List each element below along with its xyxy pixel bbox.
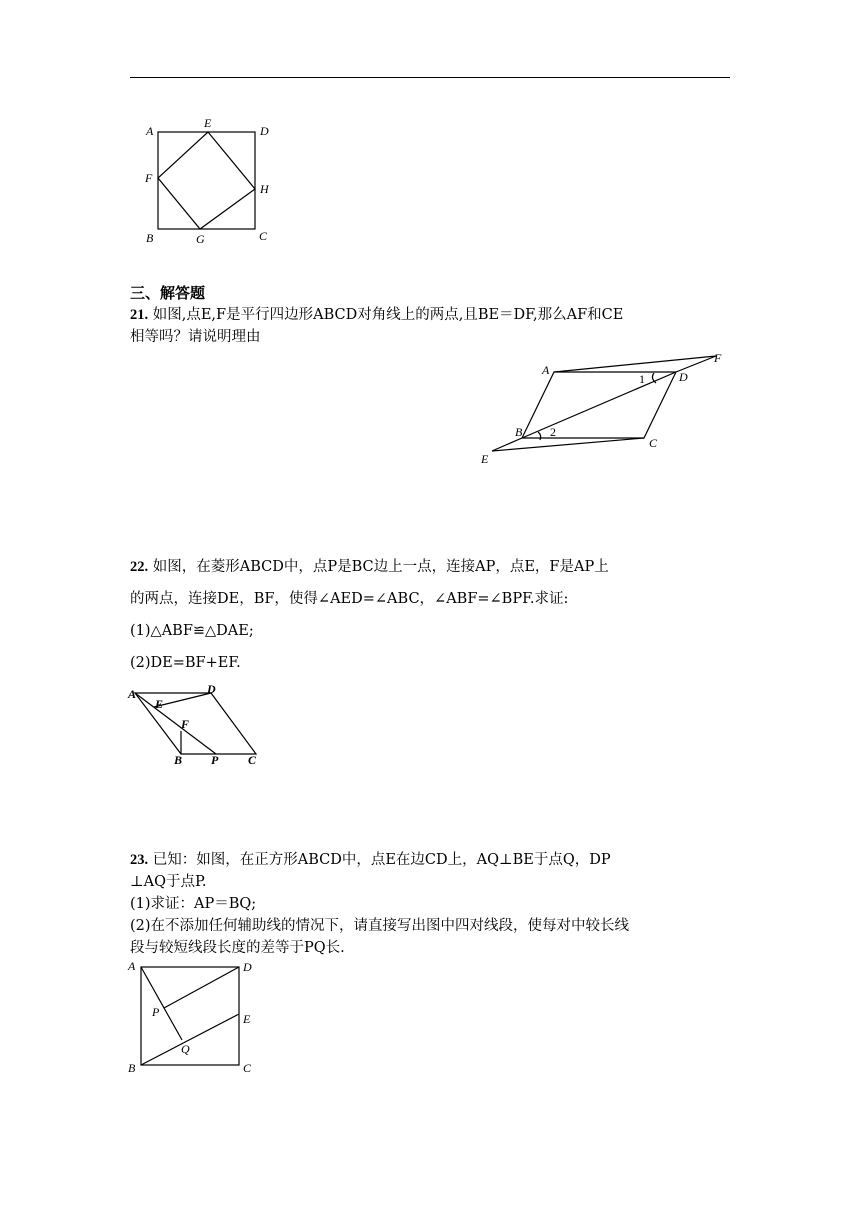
label-d: D	[679, 370, 688, 384]
label-b: B	[174, 753, 183, 767]
label-p: P	[152, 1005, 160, 1019]
label-b: B	[515, 425, 523, 439]
label-h: H	[260, 182, 269, 196]
question-text-line: 已知：如图，在正方形ABCD中，点E在边CD上，AQ⊥BE于点Q，DP	[152, 852, 611, 868]
label-d: D	[243, 960, 252, 974]
label-q: Q	[181, 1042, 190, 1056]
label-e: E	[481, 452, 489, 466]
question-number: 21.	[130, 307, 149, 323]
label-b: B	[128, 1061, 136, 1075]
label-b: B	[146, 231, 154, 245]
question-text-line: 如图，在菱形ABCD中，点P是BC边上一点，连接AP，点E，F是AP上	[152, 559, 609, 575]
question-text-line: 相等吗？请说明理由	[130, 329, 261, 345]
section-title: 三、解答题	[130, 284, 206, 302]
question-22	[130, 551, 732, 679]
question-text-line: ⊥AQ于点P.	[130, 874, 207, 890]
label-d: D	[260, 124, 269, 138]
question-number: 23.	[130, 852, 149, 868]
square-efgh-figure	[138, 112, 278, 252]
label-c: C	[248, 753, 257, 767]
question-text-line: (2)在不添加任何辅助线的情况下，请直接写出图中四对线段，使每对中较长线	[130, 918, 630, 934]
question-text-line: (1)求证：AP＝BQ;	[130, 896, 257, 912]
label-c: C	[649, 436, 658, 450]
label-f: F	[181, 717, 190, 731]
label-d: D	[207, 682, 216, 696]
label-e: E	[243, 1012, 251, 1026]
header-rule	[130, 77, 730, 78]
question-text-line: 如图,点E,F是平行四边形ABCD对角线上的两点,且BE＝DF,那么AF和CE	[152, 307, 624, 323]
label-f: F	[714, 351, 722, 365]
label-angle-2: 2	[550, 425, 556, 439]
question-text-line: 的两点，连接DE，BF，使得∠AED=∠ABC，∠ABF=∠BPF.求证:	[130, 591, 569, 607]
label-p: P	[211, 753, 219, 767]
label-a: A	[146, 124, 154, 138]
label-g: G	[196, 232, 205, 246]
question-number: 22.	[130, 559, 149, 575]
label-c: C	[259, 229, 268, 243]
question-text-line: 段与较短线段长度的差等于PQ长.	[130, 940, 345, 956]
parallelogram-figure-21	[478, 350, 730, 470]
square-figure-23	[124, 956, 264, 1078]
question-text-line: (1)△ABF≌△DAE;	[130, 623, 254, 639]
question-23	[130, 849, 732, 959]
label-e: E	[204, 116, 212, 130]
question-21	[130, 304, 732, 348]
question-text-line: (2)DE=BF+EF.	[130, 655, 241, 671]
label-f: F	[145, 171, 153, 185]
rhombus-figure-22	[126, 682, 266, 768]
label-a: A	[542, 363, 550, 377]
label-a: A	[128, 687, 137, 701]
label-e: E	[155, 697, 164, 711]
label-c: C	[243, 1061, 252, 1075]
label-angle-1: 1	[639, 372, 645, 386]
label-a: A	[128, 959, 136, 973]
